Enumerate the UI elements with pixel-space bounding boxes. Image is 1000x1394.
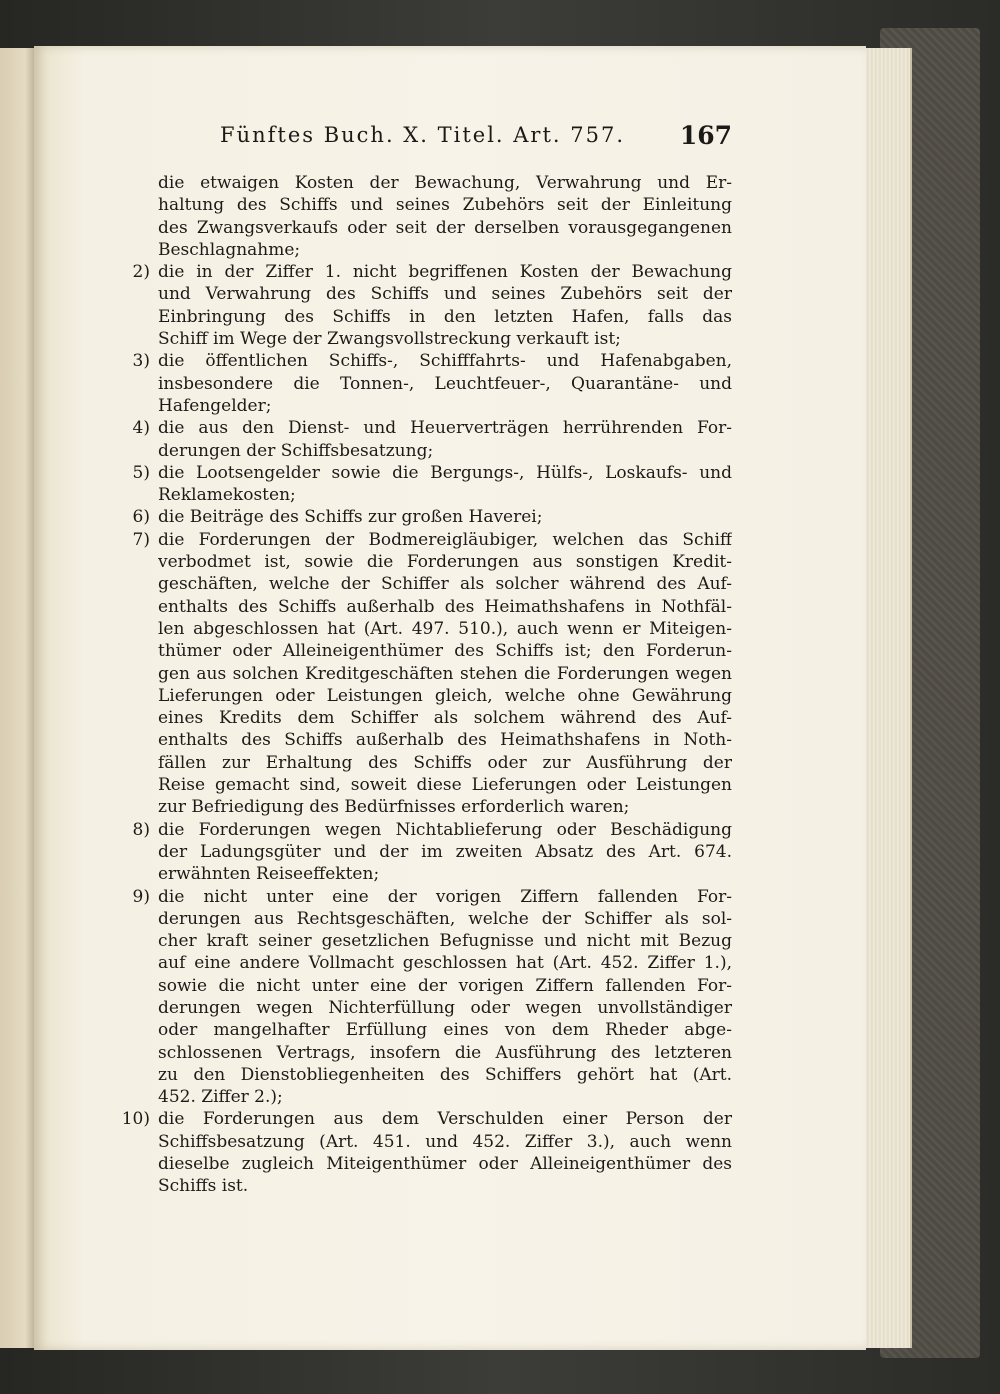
text-line: [100, 395, 732, 417]
line-text: Beschlagnahme;: [158, 239, 301, 260]
line-text: 452. Ziffer 2.);: [158, 1087, 283, 1108]
running-head: Fünftes Buch. X. Titel. Art. 757.: [220, 123, 626, 147]
line-text: len abgeschlossen hat (Art. 497. 510.), auch wenn er Miteigen-: [158, 618, 732, 639]
item-number: 4): [132, 418, 150, 439]
text-line: [100, 930, 732, 952]
line-text: thümer oder Alleineigenthümer des Schiffs ist; den Forderun-: [158, 641, 732, 662]
line-text: Schiffs ist.: [158, 1176, 249, 1197]
line-text: Reklamekosten;: [158, 485, 296, 506]
text-line: [100, 373, 732, 395]
text-line: [100, 573, 732, 595]
text-line: [100, 1175, 732, 1197]
item-number: 5): [132, 462, 150, 483]
line-text: die Lootsengelder sowie die Bergungs-, Hülfs-, Loskaufs- und: [158, 462, 732, 483]
line-text: Hafengelder;: [158, 395, 272, 416]
line-text: die Beiträge des Schiffs zur großen Haverei;: [158, 507, 543, 528]
text-line: [100, 886, 732, 908]
line-text: haltung des Schiffs und seines Zubehörs seit der Einleitung: [158, 195, 732, 216]
text-line: [100, 172, 732, 194]
page-number: 167: [679, 121, 732, 150]
text-line: [100, 239, 732, 261]
text-line: [100, 440, 732, 462]
line-text: die Forderungen wegen Nichtablieferung oder Beschädigung: [158, 819, 732, 840]
text-line: [100, 194, 732, 216]
line-text: dieselbe zugleich Miteigenthümer oder Alleineigenthümer des: [158, 1154, 732, 1175]
line-text: Reise gemacht sind, soweit diese Lieferungen oder Leistungen: [158, 775, 732, 796]
line-text: eines Kredits dem Schiffer als solchem während des Auf-: [158, 708, 732, 729]
page-edges: [858, 48, 912, 1348]
line-text: insbesondere die Tonnen-, Leuchtfeuer-, Quarantäne- und: [158, 373, 732, 394]
item-number: 3): [132, 351, 150, 372]
line-text: des Zwangsverkaufs oder seit der derselben vorausgegangenen: [158, 217, 732, 238]
line-text: die etwaigen Kosten der Bewachung, Verwahrung und Er-: [158, 173, 732, 193]
line-text: die Forderungen aus dem Verschulden einer Person der: [158, 1109, 732, 1130]
body-text: [100, 172, 732, 1198]
line-text: derungen wegen Nichterfüllung oder wegen unvollständiger: [158, 997, 732, 1018]
line-text: enthalts des Schiffs außerhalb des Heimathshafens in Noth-: [158, 730, 732, 751]
line-text: derungen der Schiffsbesatzung;: [158, 440, 434, 461]
item-number: 10): [121, 1109, 150, 1130]
line-text: zur Befriedigung des Bedürfnisses erforderlich waren;: [158, 797, 630, 818]
text-line: [100, 462, 732, 484]
text-line: [100, 863, 732, 885]
text-line: [100, 618, 732, 640]
line-text: schlossenen Vertrags, insofern die Ausführung des letzteren: [158, 1042, 732, 1063]
page-header: [220, 119, 732, 155]
line-text: gen aus solchen Kreditgeschäften stehen die Forderungen wegen: [158, 663, 732, 684]
line-text: die öffentlichen Schiffs-, Schifffahrts- und Hafenabgaben,: [158, 351, 732, 372]
text-line: [100, 551, 732, 573]
line-text: die aus den Dienst- und Heuerverträgen herrührenden For-: [158, 418, 732, 439]
line-text: geschäften, welche der Schiffer als solcher während des Auf-: [158, 574, 732, 595]
text-line: [100, 217, 732, 239]
line-text: die in der Ziffer 1. nicht begriffenen Kosten der Bewachung: [158, 262, 732, 283]
line-text: oder mangelhafter Erfüllung eines von dem Rheder abge-: [158, 1020, 732, 1041]
line-text: verbodmet ist, sowie die Forderungen aus sonstigen Kredit-: [158, 552, 732, 573]
text-line: [100, 596, 732, 618]
text-line: [100, 663, 732, 685]
text-line: [100, 707, 732, 729]
text-line: [100, 975, 732, 997]
line-text: die Forderungen der Bodmereigläubiger, welchen das Schiff: [158, 529, 732, 550]
line-text: die nicht unter eine der vorigen Ziffern fallenden For-: [158, 886, 732, 907]
text-line: [100, 997, 732, 1019]
text-line: [100, 1064, 732, 1086]
line-text: der Ladungsgüter und der im zweiten Absatz des Art. 674.: [158, 841, 732, 862]
text-line: [100, 283, 732, 305]
text-line: [100, 752, 732, 774]
item-number: 8): [132, 819, 150, 840]
line-text: enthalts des Schiffs außerhalb des Heimathshafens in Nothfäl-: [158, 596, 732, 617]
text-line: [100, 529, 732, 551]
text-line: [100, 261, 732, 283]
text-line: [100, 1153, 732, 1175]
text-line: [100, 1108, 732, 1130]
text-line: [100, 841, 732, 863]
line-text: Einbringung des Schiffs in den letzten Hafen, falls das: [158, 306, 732, 327]
line-text: derungen aus Rechtsgeschäften, welche der Schiffer als sol-: [158, 908, 732, 929]
text-line: [100, 417, 732, 439]
text-line: [100, 819, 732, 841]
line-text: sowie die nicht unter eine der vorigen Ziffern fallenden For-: [158, 975, 732, 996]
item-number: 9): [132, 886, 150, 907]
line-text: auf eine andere Vollmacht geschlossen hat (Art. 452. Ziffer 1.),: [158, 953, 732, 974]
text-line: [100, 640, 732, 662]
line-text: zu den Dienstobliegenheiten des Schiffers gehört hat (Art.: [158, 1064, 732, 1085]
text-line: [100, 328, 732, 350]
line-text: Schiffsbesatzung (Art. 451. und 452. Ziffer 3.), auch wenn: [158, 1131, 732, 1152]
text-line: [100, 306, 732, 328]
text-line: [100, 1086, 732, 1108]
text-line: [100, 685, 732, 707]
left-facing-page: [0, 48, 36, 1348]
text-line: [100, 729, 732, 751]
line-text: und Verwahrung des Schiffs und seines Zubehörs seit der: [158, 284, 732, 305]
text-line: [100, 908, 732, 930]
text-line: [100, 350, 732, 372]
text-line: [100, 774, 732, 796]
item-number: 2): [132, 262, 150, 283]
line-text: fällen zur Erhaltung des Schiffs oder zur Ausführung der: [158, 752, 732, 773]
text-line: [100, 1131, 732, 1153]
line-text: cher kraft seiner gesetzlichen Befugnisse und nicht mit Bezug: [158, 931, 732, 952]
text-line: [100, 952, 732, 974]
line-text: erwähnten Reiseeffekten;: [158, 864, 380, 885]
item-number: 6): [132, 507, 150, 528]
text-line: [100, 1019, 732, 1041]
text-line: [100, 484, 732, 506]
text-line: [100, 506, 732, 528]
text-line: [100, 796, 732, 818]
line-text: Lieferungen oder Leistungen gleich, welche ohne Gewährung: [158, 685, 732, 706]
text-line: [100, 1042, 732, 1064]
line-text: Schiff im Wege der Zwangsvollstreckung verkauft ist;: [158, 329, 621, 350]
item-number: 7): [132, 529, 150, 550]
